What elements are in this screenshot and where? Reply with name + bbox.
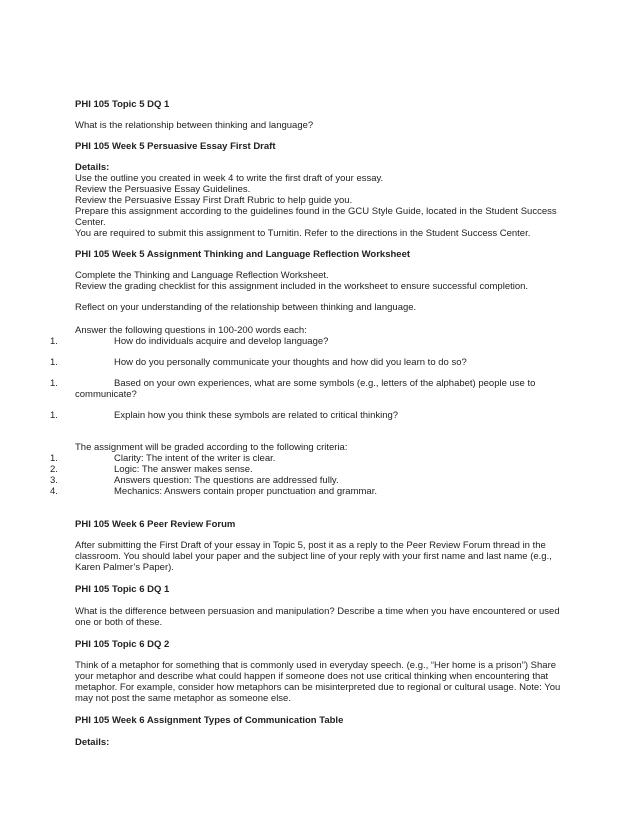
list-number: 2. xyxy=(50,464,58,475)
list-item: Logic: The answer makes sense. xyxy=(114,464,253,475)
answer-intro: Answer the following questions in 100-200 words each: xyxy=(75,325,307,336)
detail-line: You are required to submit this assignment to Turnitin. Refer to the directions in the Student Success Center. xyxy=(75,228,531,239)
heading-topic6-dq1: PHI 105 Topic 6 DQ 1 xyxy=(75,584,170,595)
heading-topic5-dq1: PHI 105 Topic 5 DQ 1 xyxy=(75,99,170,110)
paragraph-line: Complete the Thinking and Language Reflection Worksheet. xyxy=(75,270,329,281)
list-number: 1. xyxy=(50,453,58,464)
list-number: 1. xyxy=(50,378,58,389)
heading-week6-communication-table: PHI 105 Week 6 Assignment Types of Communication Table xyxy=(75,715,344,726)
list-number: 4. xyxy=(50,486,58,497)
paragraph-line: Karen Palmer’s Paper). xyxy=(75,562,174,573)
detail-line: Review the Persuasive Essay Guidelines. xyxy=(75,184,251,195)
list-item: Mechanics: Answers contain proper punctuation and grammar. xyxy=(114,486,377,497)
list-item: Answers question: The questions are addressed fully. xyxy=(114,475,339,486)
paragraph-line: may not post the same metaphor as someone else. xyxy=(75,693,291,704)
heading-topic6-dq2: PHI 105 Topic 6 DQ 2 xyxy=(75,639,170,650)
heading-week6-peer-review: PHI 105 Week 6 Peer Review Forum xyxy=(75,519,236,530)
list-item: Clarity: The intent of the writer is clear. xyxy=(114,453,276,464)
heading-week5-essay: PHI 105 Week 5 Persuasive Essay First Draft xyxy=(75,141,276,152)
list-item: How do you personally communicate your thoughts and how did you learn to do so? xyxy=(114,357,467,368)
detail-line: Center. xyxy=(75,217,106,228)
detail-line: Use the outline you created in week 4 to write the first draft of your essay. xyxy=(75,173,384,184)
paragraph-line: Review the grading checklist for this assignment included in the worksheet to ensure successful completion. xyxy=(75,281,529,292)
list-item: How do individuals acquire and develop language? xyxy=(114,336,329,347)
paragraph-line: After submitting the First Draft of your essay in Topic 5, post it as a reply to the Peer Review Forum thread in the xyxy=(75,540,546,551)
criteria-intro: The assignment will be graded according to the following criteria: xyxy=(75,442,348,453)
list-item-continuation: communicate? xyxy=(75,389,137,400)
details-label: Details: xyxy=(75,162,110,173)
paragraph-line: metaphor. For example, consider how metaphors can be misinterpreted due to regional or cultural usage. Note: You xyxy=(75,682,561,693)
list-item: Based on your own experiences, what are some symbols (e.g., letters of the alphabet) people use to xyxy=(114,378,536,389)
heading-week5-worksheet: PHI 105 Week 5 Assignment Thinking and Language Reflection Worksheet xyxy=(75,249,411,260)
paragraph-line: Think of a metaphor for something that is commonly used in everyday speech. (e.g., “Her home is a prison”) Share xyxy=(75,660,557,671)
list-number: 1. xyxy=(50,410,58,421)
list-item: Explain how you think these symbols are related to critical thinking? xyxy=(114,410,399,421)
list-number: 1. xyxy=(50,336,58,347)
detail-line: Review the Persuasive Essay First Draft Rubric to help guide you. xyxy=(75,195,353,206)
details-label: Details: xyxy=(75,737,110,748)
paragraph-line: Reflect on your understanding of the relationship between thinking and language. xyxy=(75,302,417,313)
paragraph-line: What is the difference between persuasion and manipulation? Describe a time when you have encountered or used xyxy=(75,606,560,617)
detail-line: Prepare this assignment according to the guidelines found in the GCU Style Guide, located in the Student Success xyxy=(75,206,557,217)
list-number: 1. xyxy=(50,357,58,368)
paragraph-line: your metaphor and describe what could happen if someone does not use critical thinking when encountering that xyxy=(75,671,549,682)
paragraph-line: one or both of these. xyxy=(75,617,163,628)
paragraph-line: classroom. You should label your paper and the subject line of your reply with your first name and last name (e.g., xyxy=(75,551,552,562)
list-number: 3. xyxy=(50,475,58,486)
question-text: What is the relationship between thinking and language? xyxy=(75,120,314,131)
